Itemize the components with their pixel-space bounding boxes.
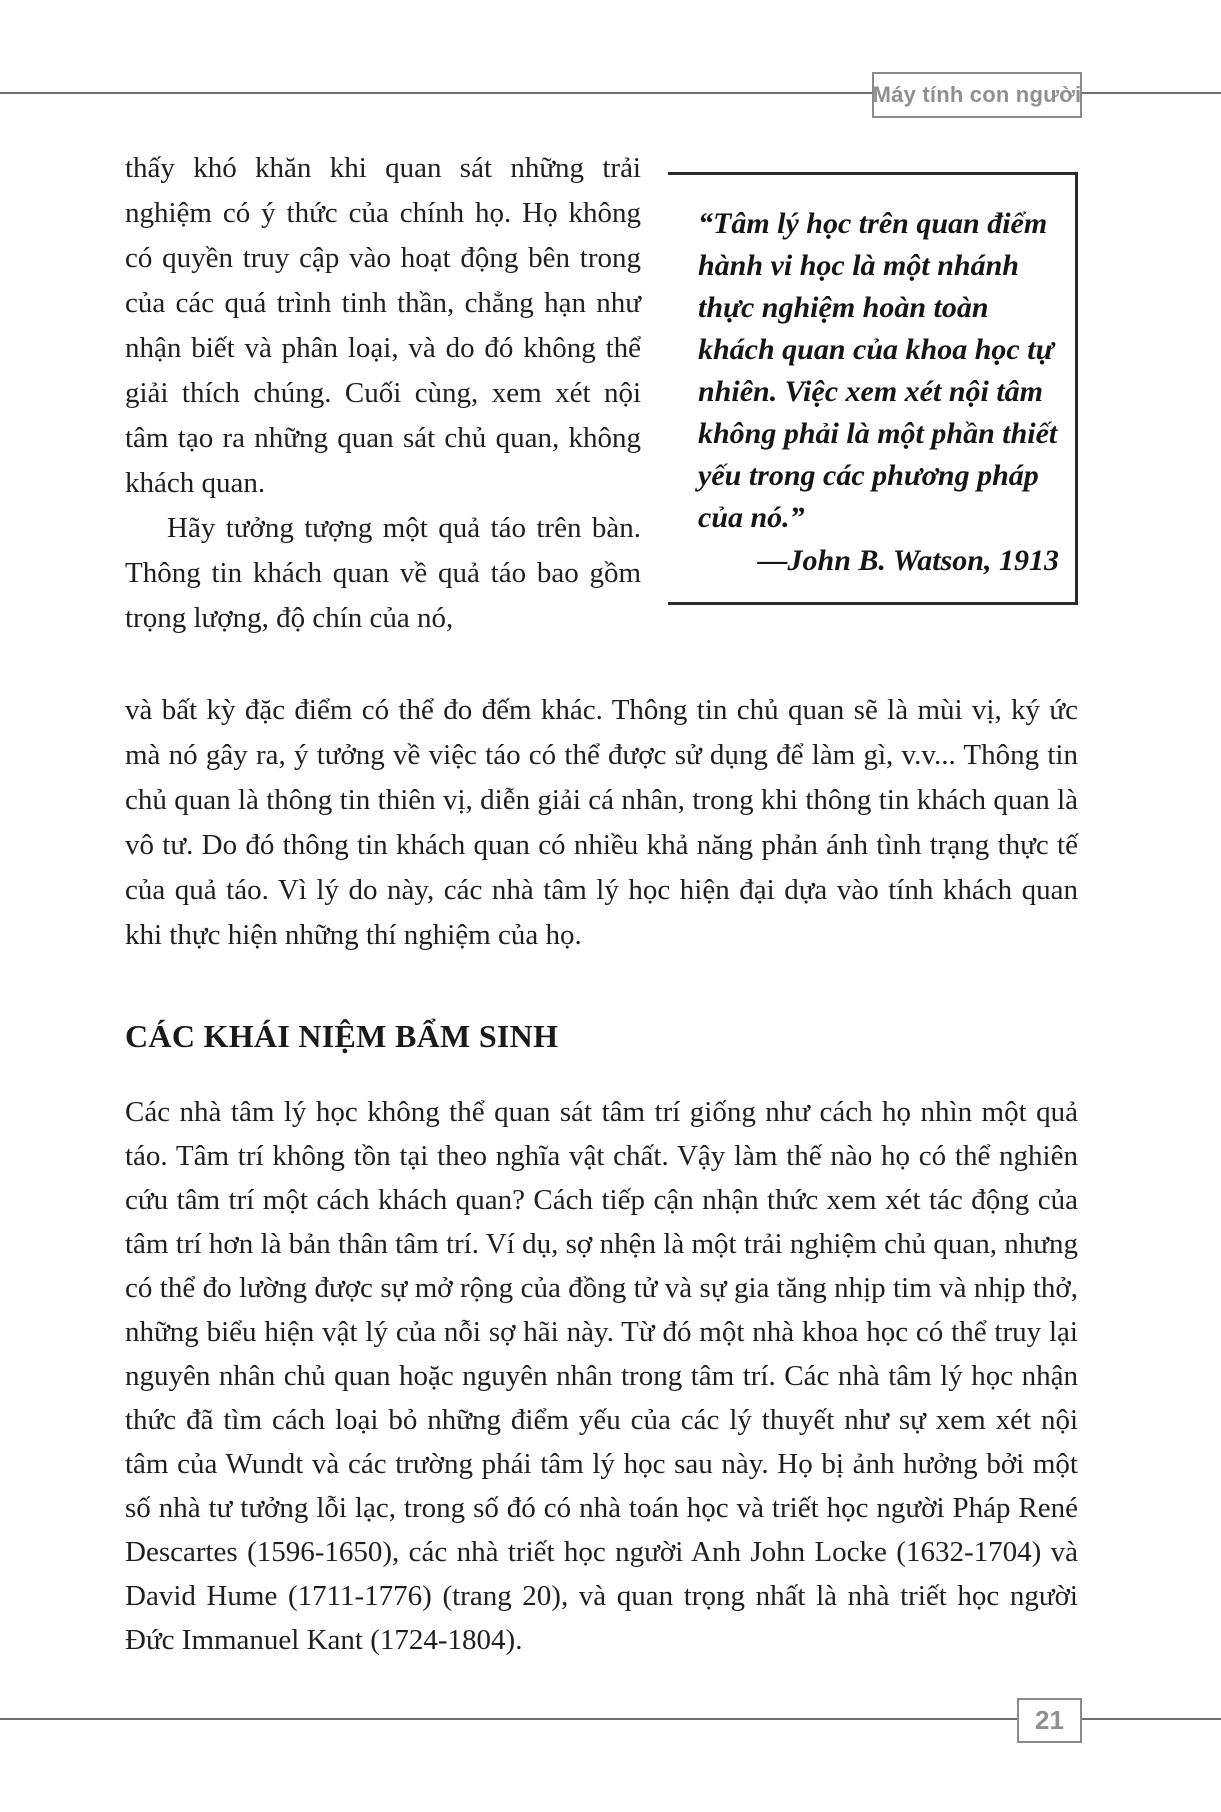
pull-quote-text: “Tâm lý học trên quan điểm hành vi học là một nhánh thực nghiệm hoàn toàn khách quan của khoa học tự nhiên. Việc xem xét nội tâm không phải là một phần thiết yếu trong các phương pháp của nó.” bbox=[698, 207, 1058, 534]
paragraph-apple-continued: và bất kỳ đặc điểm có thể đo đếm khác. Thông tin chủ quan sẽ là mùi vị, ký ức mà nó gây ra, ý tưởng về việc táo có thể được sử dụng để làm gì, v.v... Thông tin chủ quan là thông tin thiên vị, diễn giải cá nhân, trong khi thông tin khách quan là vô tư. Do đó thông tin khách quan có nhiều khả năng phản ánh tình trạng thực tế của quả táo. Vì lý do này, các nhà tâm lý học hiện đại dựa vào tính khách quan khi thực hiện những thí nghiệm của họ. bbox=[125, 694, 1078, 951]
pull-quote-box bbox=[668, 172, 1078, 605]
paragraph-apple-start: Hãy tưởng tượng một quả táo trên bàn. Thông tin khách quan về quả táo bao gồm trọng lượng, độ chín của nó, bbox=[125, 512, 641, 634]
section-body-text bbox=[125, 1090, 1078, 1662]
page-number-box bbox=[1017, 1698, 1082, 1743]
section-heading: CÁC KHÁI NIỆM BẨM SINH bbox=[125, 1018, 559, 1054]
full-width-text bbox=[125, 688, 1078, 958]
pull-quote-attribution: —John B. Watson, 1913 bbox=[757, 544, 1059, 577]
running-header-label: Máy tính con người bbox=[872, 82, 1082, 107]
paragraph-innate-concepts: Các nhà tâm lý học không thể quan sát tâm trí giống như cách họ nhìn một quả táo. Tâm trí không tồn tại theo nghĩa vật chất. Vậy làm thế nào họ có thể nghiên cứu tâm trí một cách khách quan? Cách tiếp cận nhận thức xem xét tác động của tâm trí hơn là bản thân tâm trí. Ví dụ, sợ nhện là một trải nghiệm chủ quan, nhưng có thể đo lường được sự mở rộng của đồng tử và sự gia tăng nhịp tim và nhịp thở, những biểu hiện vật lý của nỗi sợ hãi này. Từ đó một nhà khoa học có thể truy lại nguyên nhân chủ quan hoặc nguyên nhân trong tâm trí. Các nhà tâm lý học nhận thức đã tìm cách loại bỏ những điểm yếu của các lý thuyết như sự xem xét nội tâm của Wundt và các trường phái tâm lý học sau này. Họ bị ảnh hưởng bởi một số nhà tư tưởng lỗi lạc, trong số đó có nhà toán học và triết học người Pháp René Descartes (1596-1650), các nhà triết học người Anh John Locke (1632-1704) và David Hume (1711-1776) (trang 20), và quan trọng nhất là nhà triết học người Đức Immanuel Kant (1724-1804). bbox=[125, 1096, 1078, 1656]
left-column-text bbox=[125, 146, 641, 641]
paragraph-introspection: thấy khó khăn khi quan sát những trải nghiệm có ý thức của chính họ. Họ không có quyền truy cập vào hoạt động bên trong của các quá trình tinh thần, chẳng hạn như nhận biết và phân loại, và do đó không thể giải thích chúng. Cuối cùng, xem xét nội tâm tạo ra những quan sát chủ quan, không khách quan. bbox=[125, 152, 641, 499]
page-number: 21 bbox=[1035, 1705, 1064, 1735]
running-header bbox=[872, 72, 1082, 118]
